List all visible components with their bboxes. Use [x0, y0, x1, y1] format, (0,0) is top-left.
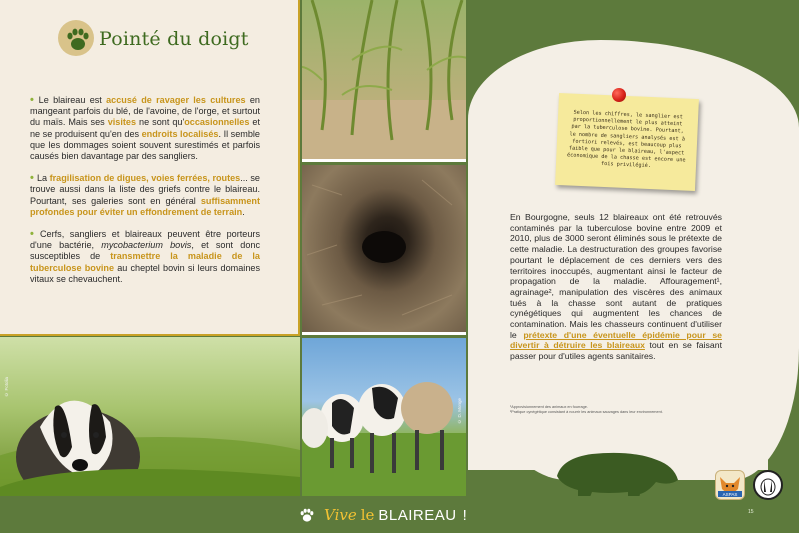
bullet-icon: •: [30, 94, 39, 106]
paragraph-crops: • Le blaireau est accusé de ravager les cultures en mangeant parfois du blé, de l'avoine, de l'orge, et surtout du maïs. Mais ses visites ne sont qu'occasionnelles et ne se produisent qu'en des endroits localisés. Il semble que les dommages soient souvent surestimés et parfois causés bien davantage par des sangliers.: [30, 94, 260, 162]
corn-illustration: [302, 0, 466, 162]
footnotes: [510, 405, 740, 415]
page-number: 15: [748, 509, 754, 515]
photo-credit: © Fotolia: [4, 377, 9, 397]
badger-head-icon: [755, 472, 781, 498]
left-text-panel: [0, 0, 300, 336]
burrow-photo: [302, 165, 466, 335]
push-pin-icon: [612, 88, 626, 102]
sticky-note: [555, 93, 699, 191]
badger-illustration: [0, 337, 300, 496]
paragraph-galleries: • La fragilisation de digues, voies ferrées, routes... se trouve aussi dans la liste des griefs contre le blaireau. Pourtant, ses galeries sont en général suffisamment profondes pour éviter un effondrement de terrain.: [30, 172, 260, 217]
aspas-logo: [715, 470, 745, 500]
bullet-icon: •: [30, 172, 37, 185]
bullet-icon: •: [30, 228, 40, 241]
section-header: [60, 24, 249, 54]
slogan-blaireau: BLAIREAU: [378, 506, 457, 524]
fox-icon: [716, 471, 744, 499]
badger-association-logo: [753, 470, 783, 500]
paw-print-icon: [298, 506, 316, 524]
footnote-1: ¹Approvisionnement des animaux en fourrage.: [510, 405, 588, 409]
slogan-vive: Vive: [324, 506, 357, 524]
cornfield-photo: [302, 0, 466, 162]
slogan-exclamation: !: [462, 506, 467, 524]
left-body-text: [30, 95, 260, 296]
right-body-text: En Bourgogne, seuls 12 blaireaux ont été retrouvés contaminés par la tuberculose bovine entre 2009 et 2010, plus de 3000 seront éliminés sous le prétexte de cette maladie. La destructuration des groupes favorise pourtant le déplacement de ces derniers vers des territoires inoccupés, augmentant ainsi le facteur de propagation de la maladie. Affouragement¹, agrainage², manipulation des viscères des animaux tués à la chasse sont autant de pratiques cynégétiques qui augmentent les chances de contamination. Mais les chasseurs continuent d'utiliser le prétexte d'une éventuelle épidémie pour se divertir à détruire les blaireaux tout en se faisant passer pour d'utiles agents sanitaires.: [510, 212, 722, 362]
paw-print-icon: [63, 24, 93, 54]
page-title: Pointé du doigt: [99, 28, 249, 50]
aspas-logo-text: ASPAS: [722, 492, 738, 497]
slogan-le: le: [360, 506, 375, 524]
photo-credit: © D. Monge: [457, 398, 462, 424]
slogan: [298, 506, 467, 524]
paragraph-tuberculosis: • Cerfs, sangliers et blaireaux peuvent être porteurs d'une bactérie, mycobacterium bovis, et sont donc susceptibles de transmettre la maladie de la tuberculose bovine au cheptel bovin si leurs domaines vitaux se chevauchent.: [30, 228, 260, 284]
burrow-illustration: [302, 165, 466, 335]
footnote-2: ²Pratique cynégétique consistant à nourrir les animaux sauvages dans leur environnement.: [510, 410, 663, 414]
badger-photo: [0, 337, 300, 496]
sticky-note-text: Selon les chiffres, le sanglier est proportionnellement le plus atteint par la tuberculose bovine. Pourtant, le nombre de sangliers analysés est à fortiori relevés, est beaucoup plus faible que pour le blaireau, l'aspect économique de la chasse est encore une fois privilégié.: [566, 109, 686, 170]
cows-photo: [302, 338, 466, 496]
cows-illustration: [302, 338, 466, 496]
